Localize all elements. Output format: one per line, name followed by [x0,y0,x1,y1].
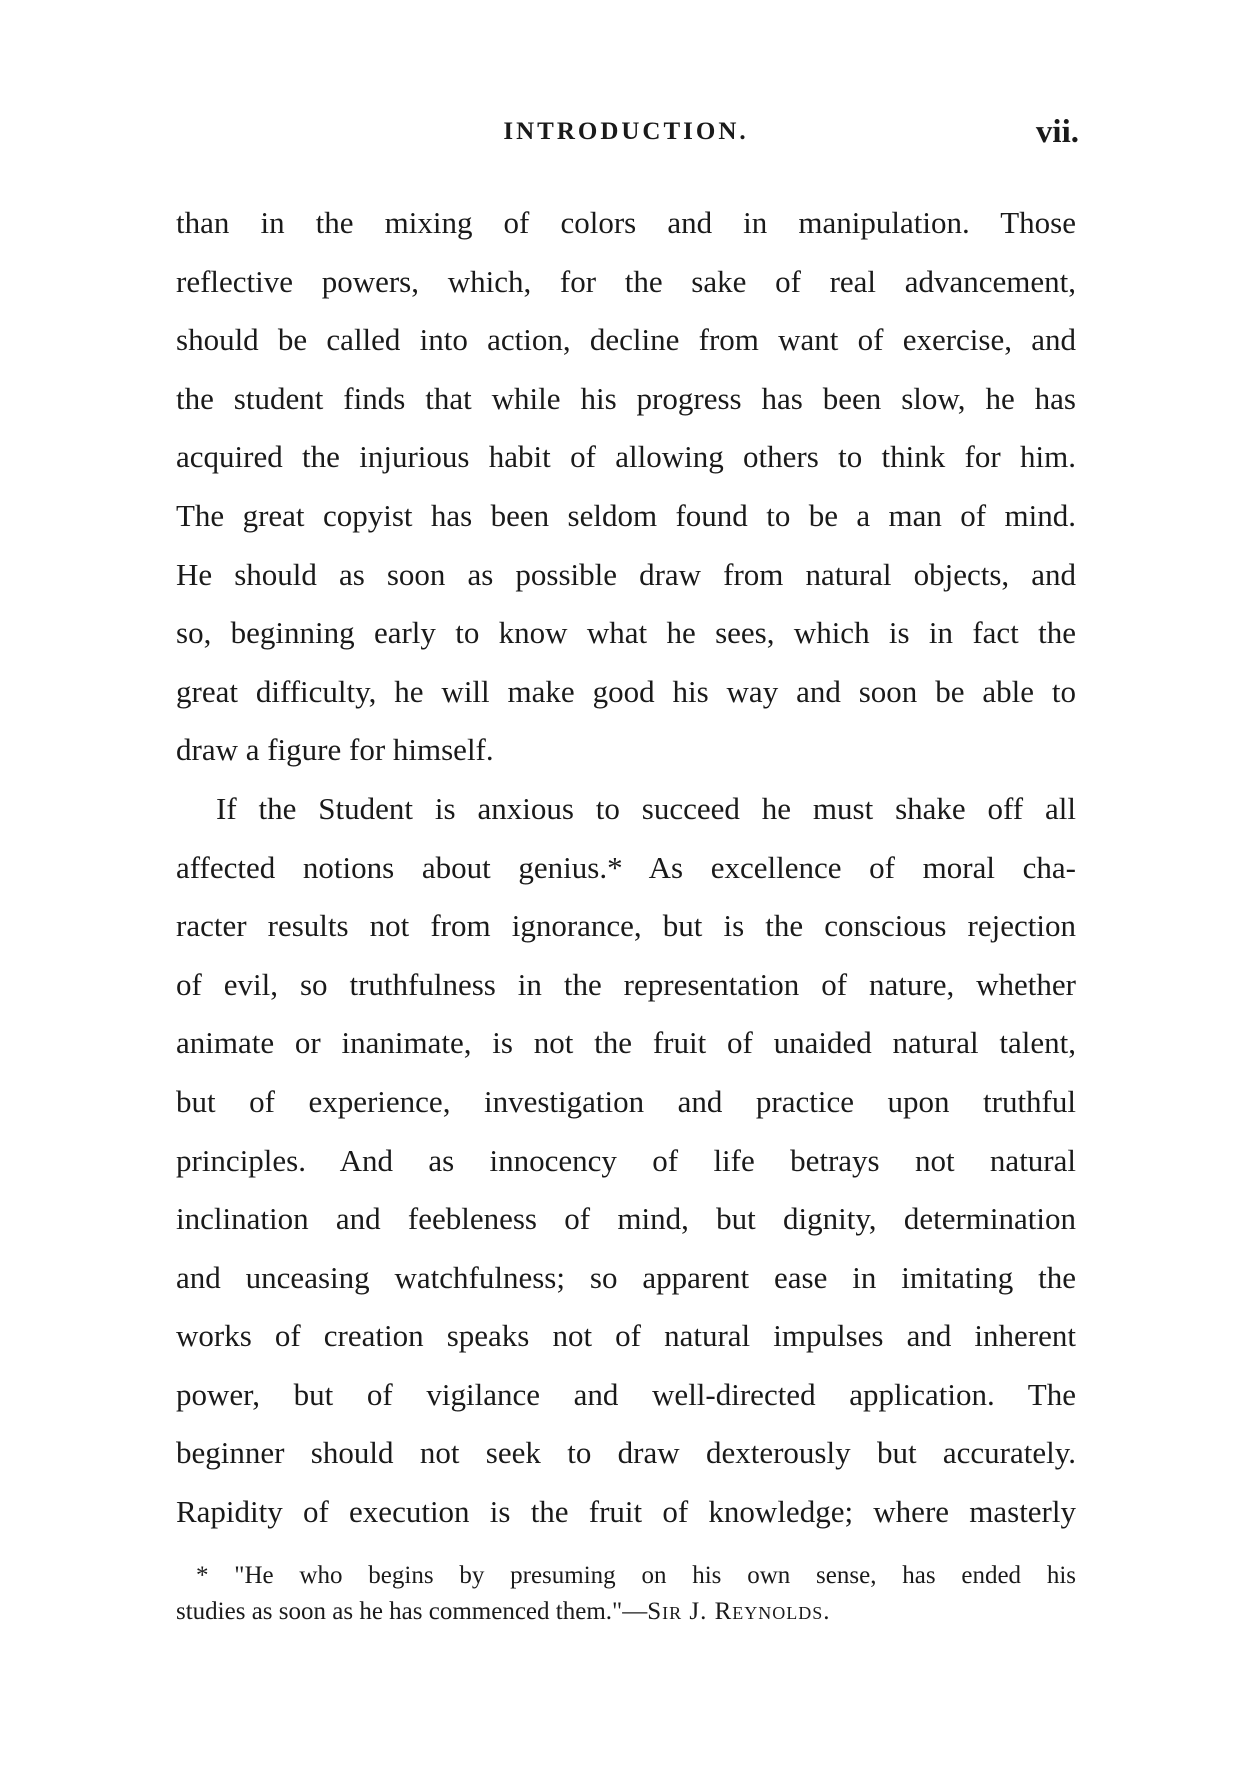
text-line: Rapidity of execution is the fruit of knowledge; where masterly [176,1494,1076,1530]
text-line: than in the mixing of colors and in manipulation. Those [176,205,1076,240]
footnote [176,1558,1076,1630]
text-line: of evil, so truthfulness in the representation of nature, whether [176,966,1076,1002]
running-title: INTRODUCTION. [503,118,749,145]
footnote-line [176,1594,1076,1630]
text-line: great difficulty, he will make good his way and soon be able to [176,673,1076,709]
text-line: beginner should not seek to draw dexterously but accurately. [176,1435,1076,1471]
text-line: works of creation speaks not of natural impulses and inherent [176,1318,1076,1354]
text-line: inclination and feebleness of mind, but dignity, determination [176,1201,1076,1237]
text-line: power, but of vigilance and well-directed application. The [176,1376,1076,1412]
text-line: and unceasing watchfulness; so apparent ease in imitating the [176,1259,1076,1295]
text-line: racter results not from ignorance, but is the conscious rejection [176,908,1076,944]
text-line: reflective powers, which, for the sake of real advancement, [176,263,1076,299]
footnote-attribution: Sir J. Reynolds. [647,1598,831,1625]
text-line: so, beginning early to know what he sees, which is in fact the [176,615,1076,651]
footnote-text: studies as soon as he has commenced them."— [176,1598,648,1625]
text-line: animate or inanimate, is not the fruit of unaided natural talent, [176,1025,1076,1061]
text-line: principles. And as innocency of life betrays not natural [176,1142,1076,1178]
paragraph-start-line: If the Student is anxious to succeed he must shake off all [216,790,1076,826]
text-line: acquired the injurious habit of allowing others to think for him. [176,439,1076,475]
page-number: vii. [1035,114,1079,150]
text-line: but of experience, investigation and practice upon truthful [176,1083,1076,1119]
footnote-line: * "He who begins by presuming on his own sense, has ended his [196,1562,1076,1589]
text-line: affected notions about genius.* As excellence of moral cha- [176,849,1076,885]
text-line: He should as soon as possible draw from natural objects, and [176,556,1076,592]
text-line: draw a figure for himself. [176,732,494,768]
text-line: The great copyist has been seldom found to be a man of mind. [176,497,1076,533]
body-text [176,194,1076,1542]
text-line: should be called into action, decline from want of exercise, and [176,322,1076,358]
text-line: the student finds that while his progress has been slow, he has [176,380,1076,416]
running-head [176,114,1079,158]
